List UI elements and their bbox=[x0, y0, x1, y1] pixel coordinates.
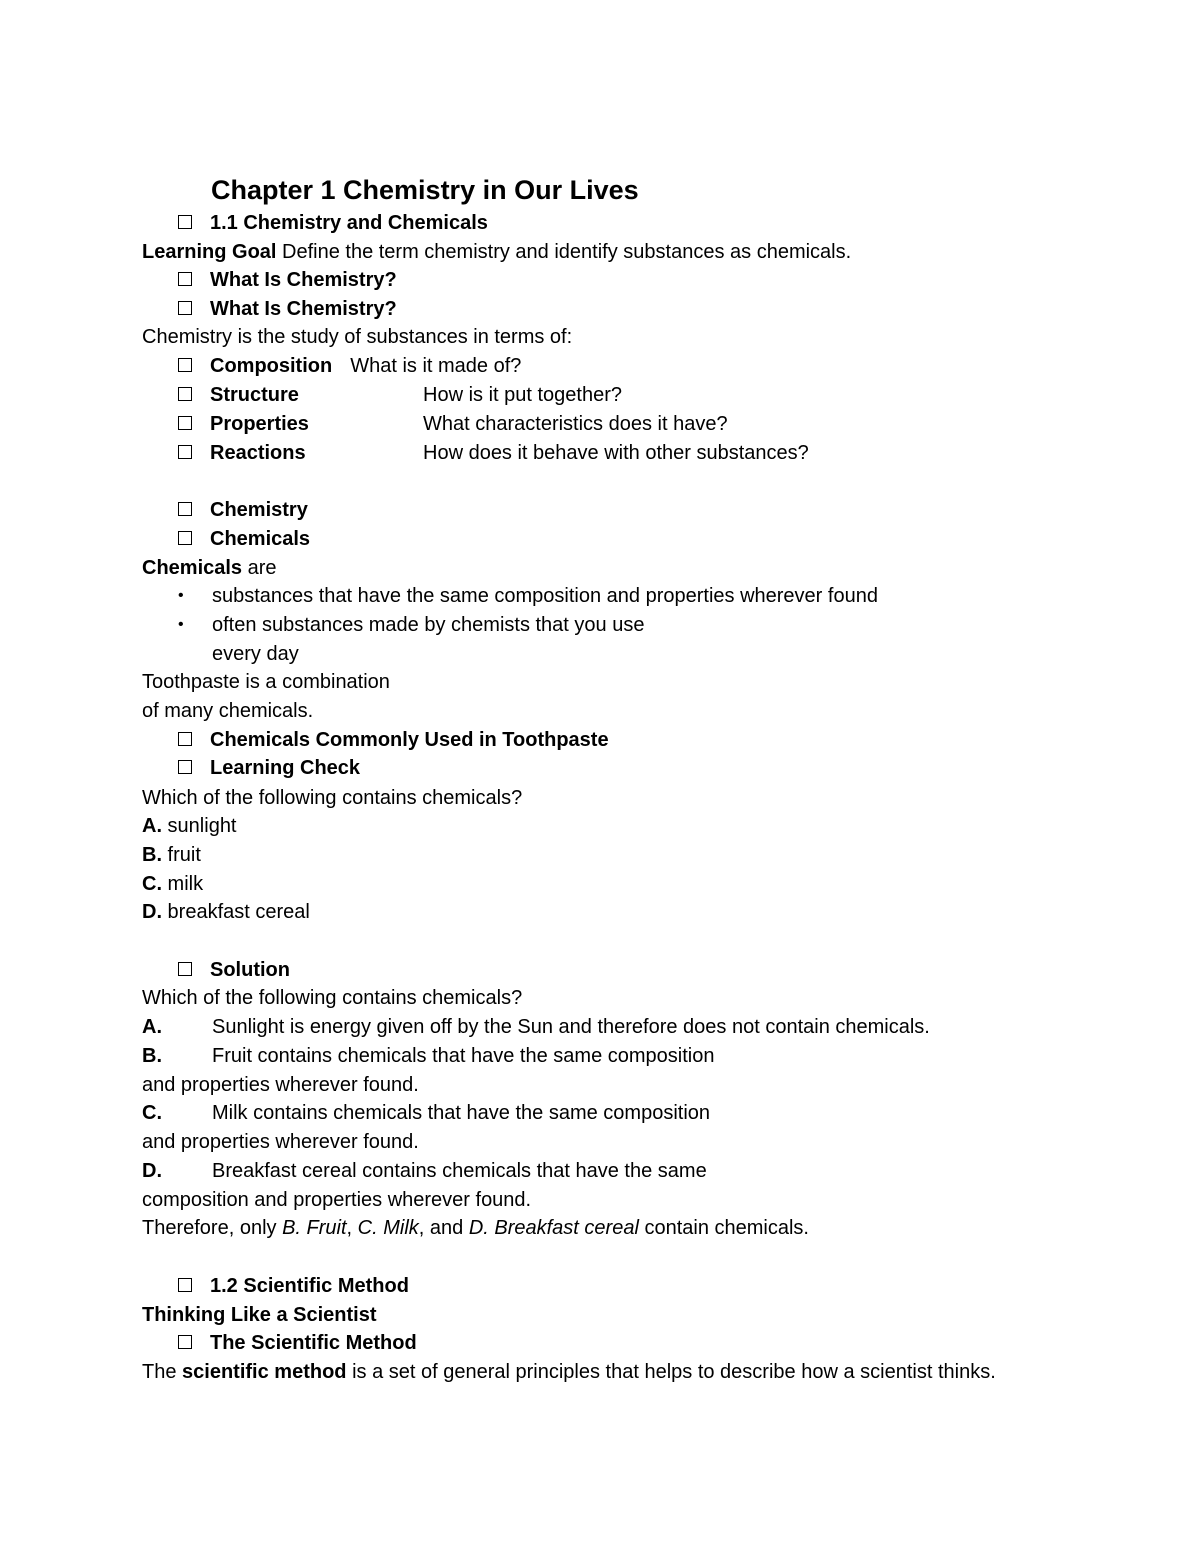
thinking-heading: Thinking Like a Scientist bbox=[142, 1304, 377, 1326]
solution-c: C. Milk contains chemicals that have the same composition bbox=[142, 1102, 711, 1124]
solution-b: B. Fruit contains chemicals that have the same composition bbox=[142, 1045, 715, 1067]
checkbox-icon[interactable] bbox=[178, 387, 192, 401]
checkbox-icon[interactable] bbox=[178, 301, 192, 315]
section-heading-1-2: 1.2 Scientific Method bbox=[178, 1272, 409, 1300]
option-a: A. sunlight bbox=[142, 815, 237, 837]
scientific-method-heading: The Scientific Method bbox=[178, 1329, 417, 1357]
option-c: C. milk bbox=[142, 873, 204, 895]
term-row: Properties What characteristics does it have? bbox=[178, 410, 309, 438]
what-is-chemistry-heading: What Is Chemistry? bbox=[178, 295, 397, 323]
checkbox-icon[interactable] bbox=[178, 1335, 192, 1349]
checkbox-icon[interactable] bbox=[178, 272, 192, 286]
solution-heading: Solution bbox=[178, 956, 290, 984]
checkbox-icon[interactable] bbox=[178, 502, 192, 516]
checkbox-icon[interactable] bbox=[178, 416, 192, 430]
term-row: Reactions How does it behave with other substances? bbox=[178, 439, 306, 467]
checkbox-icon[interactable] bbox=[178, 760, 192, 774]
solution-question: Which of the following contains chemicals? bbox=[142, 987, 523, 1009]
option-b: B. fruit bbox=[142, 844, 201, 866]
study-intro: Chemistry is the study of substances in terms of: bbox=[142, 326, 573, 348]
toothpaste-text: of many chemicals. bbox=[142, 700, 314, 722]
term-row: Structure How is it put together? bbox=[178, 381, 299, 409]
checkbox-icon[interactable] bbox=[178, 1278, 192, 1292]
therefore-text: Therefore, only B. Fruit, C. Milk, and D. Breakfast cereal contain chemicals. bbox=[142, 1217, 809, 1239]
solution-d-cont: composition and properties wherever found. bbox=[142, 1189, 532, 1211]
bullet-icon: • bbox=[178, 587, 184, 604]
solution-c-cont: and properties wherever found. bbox=[142, 1131, 419, 1153]
checkbox-icon[interactable] bbox=[178, 962, 192, 976]
bullet-icon: • bbox=[178, 616, 184, 633]
toothpaste-heading: Chemicals Commonly Used in Toothpaste bbox=[178, 726, 609, 754]
solution-d: D. Breakfast cereal contains chemicals that have the same bbox=[142, 1160, 707, 1182]
chemistry-heading: Chemistry bbox=[178, 496, 308, 524]
checkbox-icon[interactable] bbox=[178, 358, 192, 372]
learning-goal: Learning Goal Define the term chemistry and identify substances as chemicals. bbox=[142, 241, 852, 263]
solution-a: A. Sunlight is energy given off by the Sun and therefore does not contain chemicals. bbox=[142, 1016, 930, 1038]
checkbox-icon[interactable] bbox=[178, 445, 192, 459]
toothpaste-text: Toothpaste is a combination bbox=[142, 671, 390, 693]
learning-check-heading: Learning Check bbox=[178, 754, 360, 782]
bullet-item: • often substances made by chemists that you use bbox=[178, 611, 644, 639]
checkbox-icon[interactable] bbox=[178, 732, 192, 746]
bullet-continuation: every day bbox=[212, 643, 299, 665]
question-text: Which of the following contains chemicals? bbox=[142, 787, 523, 809]
term-row: Composition What is it made of? bbox=[178, 352, 521, 380]
bullet-item: • substances that have the same composition and properties wherever found bbox=[178, 582, 878, 610]
checkbox-icon[interactable] bbox=[178, 531, 192, 545]
section-heading-1-1: 1.1 Chemistry and Chemicals bbox=[178, 209, 488, 237]
option-d: D. breakfast cereal bbox=[142, 901, 310, 923]
chemicals-heading: Chemicals bbox=[178, 525, 310, 553]
checkbox-icon[interactable] bbox=[178, 215, 192, 229]
chapter-title: Chapter 1 Chemistry in Our Lives bbox=[211, 175, 639, 205]
solution-b-cont: and properties wherever found. bbox=[142, 1074, 419, 1096]
what-is-chemistry-heading: What Is Chemistry? bbox=[178, 266, 397, 294]
chemicals-are: Chemicals are bbox=[142, 557, 277, 579]
scientific-method-definition: The scientific method is a set of general principles that helps to describe how a scientist thinks. bbox=[142, 1361, 996, 1383]
